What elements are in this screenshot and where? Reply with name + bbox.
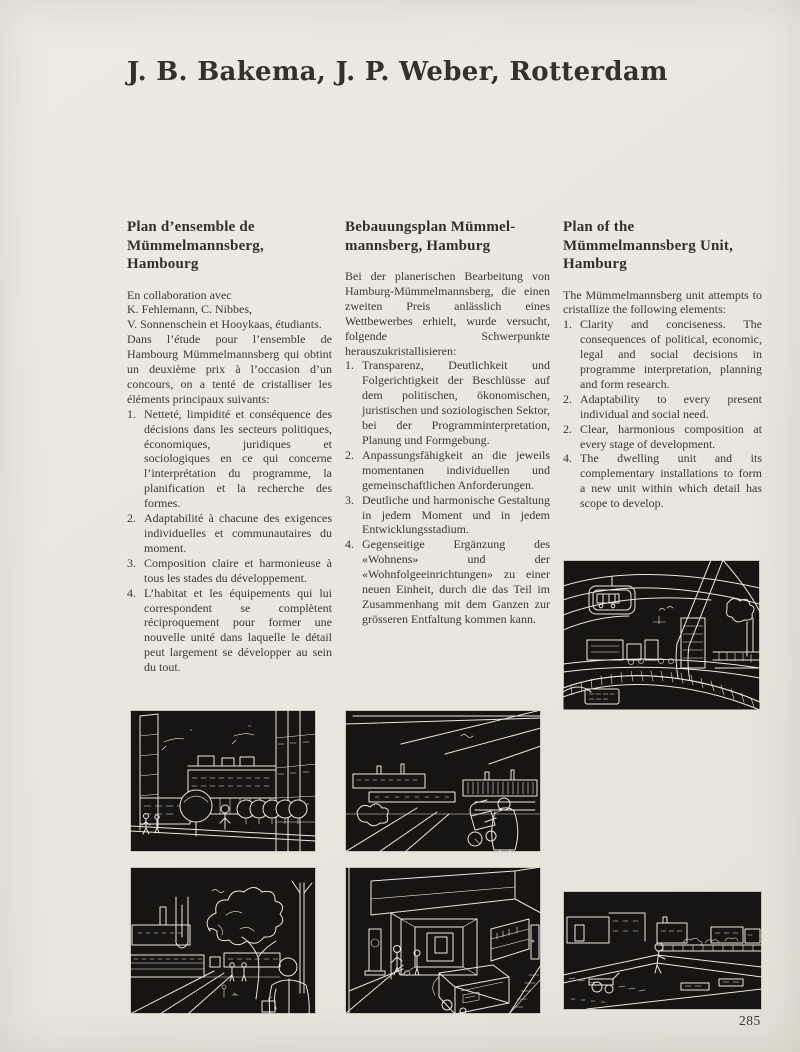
item-number: 2. bbox=[127, 511, 136, 526]
list-item bbox=[563, 451, 762, 511]
item-number: 3. bbox=[127, 555, 136, 570]
item-number: 4. bbox=[345, 537, 354, 552]
item-number: 2. bbox=[563, 391, 572, 406]
item-text: Gegenseitige Ergänzung des «Wohnens» und der «Wohnfolgeeinrichtungen» zu einer neuen Einheit, durch die das Teil im Zusammenhang mit dem Ganzen zur grösseren Entfaltung kommen kann. bbox=[362, 537, 550, 626]
list-item bbox=[127, 511, 332, 556]
heading-line: mannsberg, Hamburg bbox=[345, 237, 491, 254]
heading-line: Bebauungsplan Mümmel- bbox=[345, 219, 516, 235]
column-french-heading bbox=[127, 218, 332, 274]
credit-line: K. Fehlemann, C. Nibbes, bbox=[127, 302, 252, 317]
interior-street-sketch bbox=[345, 867, 541, 1014]
list-item bbox=[345, 358, 550, 447]
tree-promenade-sketch bbox=[130, 867, 316, 1014]
item-text: Transparenz, Deutlichkeit und Folgerichtigkeit der Beschlüsse auf dem politischen, ökonomischen, juristischen und soziologischen Sektor, bei der Programminterpretation, Planung und Formgebung. bbox=[362, 358, 550, 447]
column-english-heading bbox=[563, 218, 762, 274]
item-text: Deutliche und harmonische Gestaltung in jedem Moment und in jedem Entwicklungsstadium. bbox=[362, 492, 550, 537]
item-text: Clarity and conciseness. The consequences of political, economic, legal and social decisions in programme interpretation, planning and form research. bbox=[580, 317, 762, 391]
column-german-intro: Bei der planerischen Bearbeitung von Hamburg-Mümmelmannsberg, die einen zweiten Preis anlässlich eines Wettbewerbes erhielt, wurde versucht, folgende Schwerpunkte herauszukristallisieren: bbox=[345, 269, 550, 358]
item-number: 1. bbox=[345, 358, 354, 373]
item-text: The dwelling unit and its complementary installations to form a new unit within which detail has scope to develop. bbox=[580, 451, 762, 511]
column-french-list bbox=[127, 407, 332, 675]
figure-tree-promenade-drawing bbox=[130, 867, 316, 1014]
item-number: 3. bbox=[345, 492, 354, 507]
heading-line: Mümmelmannsberg, Hambourg bbox=[127, 237, 264, 272]
page-title: J. B. Bakema, J. P. Weber, Rotterdam bbox=[127, 57, 668, 88]
list-item bbox=[345, 448, 550, 493]
page-number: 285 bbox=[739, 1013, 761, 1028]
item-text: L’habitat et les équipements qui lui correspondent se complètent réciproquement pour former une nouvelle unité dans laquelle le détail peut largement se développer au sein du tout. bbox=[144, 585, 332, 675]
item-text: Adaptability to every present individual and social need. bbox=[580, 391, 762, 421]
credit-line: En collaboration avec bbox=[127, 287, 232, 302]
column-english-intro: The Mümmelmannsberg unit attempts to cristallize the following elements: bbox=[563, 287, 762, 317]
column-french bbox=[127, 218, 332, 675]
collaboration-credit bbox=[127, 288, 332, 333]
heading-line: Hamburg bbox=[563, 256, 627, 272]
item-text: Anpassungsfähigkeit an die jeweils momentanen individuellen und gemeinschaftlichen Anforderungen. bbox=[362, 447, 550, 492]
item-number: 2. bbox=[345, 447, 354, 462]
list-item bbox=[127, 407, 332, 511]
heading-line: Mümmelmannsberg Unit, bbox=[563, 237, 734, 254]
pram-walkway-sketch bbox=[345, 710, 541, 852]
column-german-heading bbox=[345, 218, 550, 255]
item-text: Composition claire et harmonieuse à tous les stades du développement. bbox=[144, 555, 332, 585]
figure-interior-street-drawing bbox=[345, 867, 541, 1014]
figure-square-trees-drawing bbox=[130, 710, 316, 852]
item-number: 4. bbox=[563, 451, 572, 466]
item-number: 4. bbox=[127, 585, 136, 600]
column-french-intro: Dans l’étude pour l’ensemble de Hambourg Mümmelmannsberg qui obtint un deuxième prix à l’occasion d’un concours, on a tenté de cristalliser les éléments principaux suivants: bbox=[127, 332, 332, 406]
column-german bbox=[345, 218, 550, 627]
column-english-list bbox=[563, 317, 762, 511]
item-number: 1. bbox=[563, 317, 572, 332]
roof-courtyards-sketch bbox=[563, 891, 762, 1010]
car-interior-sketch bbox=[563, 560, 760, 710]
list-item bbox=[127, 556, 332, 586]
list-item bbox=[563, 422, 762, 452]
credit-line: V. Sonnenschein et Hooykaas, étudiants. bbox=[127, 317, 322, 332]
item-number: 1. bbox=[127, 406, 136, 421]
list-item bbox=[563, 317, 762, 392]
list-item bbox=[345, 493, 550, 538]
figure-car-interior-drawing bbox=[563, 560, 760, 710]
heading-line: Plan d’ensemble de bbox=[127, 219, 255, 235]
column-german-list bbox=[345, 358, 550, 626]
heading-line: Plan of the bbox=[563, 219, 635, 235]
list-item bbox=[127, 586, 332, 675]
column-english bbox=[563, 218, 762, 511]
square-trees-sketch bbox=[130, 710, 316, 852]
item-text: Clear, harmonious composition at every stage of development. bbox=[580, 421, 762, 451]
figure-roof-courtyards-drawing bbox=[563, 891, 762, 1010]
item-number: 2. bbox=[563, 421, 572, 436]
list-item bbox=[563, 392, 762, 422]
list-item bbox=[345, 537, 550, 626]
item-text: Netteté, limpidité et conséquence des décisions dans les secteurs politiques, économiques, juridiques et sociologiques en ce qui concerne l’interprétation du programme, la planification et la recherche des formes. bbox=[144, 406, 332, 511]
item-text: Adaptabilité à chacune des exigences individuelles et communautaires du moment. bbox=[144, 511, 332, 555]
figure-pram-walkway-drawing bbox=[345, 710, 541, 852]
